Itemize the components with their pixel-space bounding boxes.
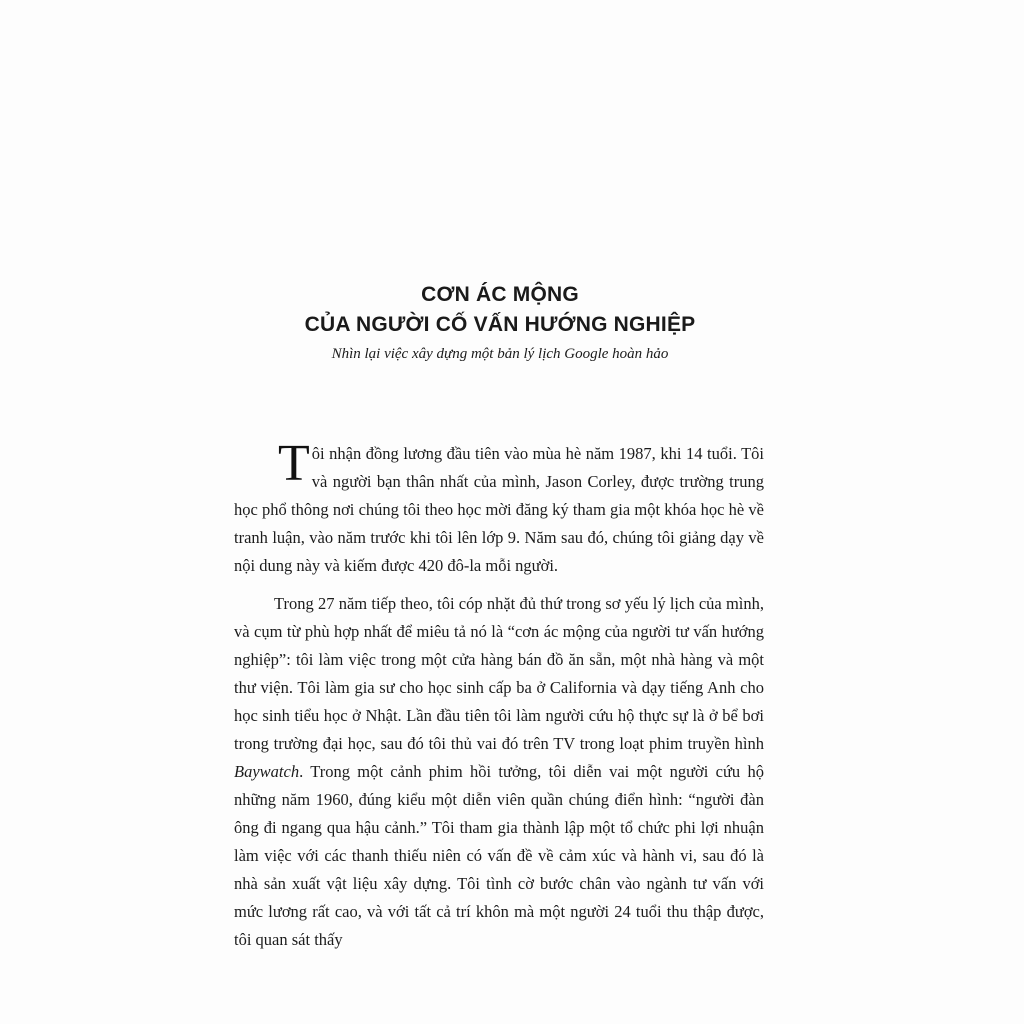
paragraph-2-text-a: Trong 27 năm tiếp theo, tôi cóp nhặt đủ thứ trong sơ yếu lý lịch của mình, và cụm từ phù hợp nhất để miêu tả nó là “cơn ác mộng của người tư vấn hướng nghiệp”: tôi làm việc trong một cửa hàng bán đồ ăn sẵn, một nhà hàng và một thư viện. Tôi làm gia sư cho học sinh cấp ba ở California và dạy tiếng Anh cho học sinh tiểu học ở Nhật. Lần đầu tiên tôi làm người cứu hộ thực sự là ở bể bơi trong trường đại học, sau đó tôi thủ vai đó trên TV trong loạt phim truyền hình	[234, 594, 764, 753]
chapter-body	[234, 435, 764, 954]
chapter-title-line-2: CỦA NGƯỜI CỐ VẤN HƯỚNG NGHIỆP	[304, 313, 696, 336]
paragraph-2	[234, 590, 764, 954]
chapter-title-line-1: CƠN ÁC MỘNG	[421, 283, 579, 306]
chapter-subtitle: Nhìn lại việc xây dựng một bản lý lịch Google hoàn hảo	[331, 346, 669, 362]
show-title-italic: Baywatch	[234, 762, 300, 781]
paragraph-1	[234, 435, 764, 580]
chapter-header	[250, 280, 750, 366]
paragraph-2-text-b: . Trong một cảnh phim hồi tưởng, tôi diễn vai một người cứu hộ những năm 1960, đúng kiểu một diễn viên quần chúng điển hình: “người đàn ông đi ngang qua hậu cảnh.” Tôi tham gia thành lập một tổ chức phi lợi nhuận làm việc với các thanh thiếu niên có vấn đề về cảm xúc và hành vi, sau đó là nhà sản xuất vật liệu xây dựng. Tôi tình cờ bước chân vào ngành tư vấn với mức lương rất cao, và với tất cả trí khôn mà một người 24 tuổi thu thập được, tôi quan sát thấy	[234, 762, 764, 949]
drop-cap: T	[278, 435, 310, 492]
paragraph-1-text: ôi nhận đồng lương đầu tiên vào mùa hè năm 1987, khi 14 tuổi. Tôi và người bạn thân nhất của mình, Jason Corley, được trường trung học phổ thông nơi chúng tôi theo học mời đăng ký tham gia một khóa học hè về tranh luận, vào năm trước khi tôi lên lớp 9. Năm sau đó, chúng tôi giảng dạy về nội dung này và kiếm được 420 đô-la mỗi người.	[234, 444, 764, 575]
